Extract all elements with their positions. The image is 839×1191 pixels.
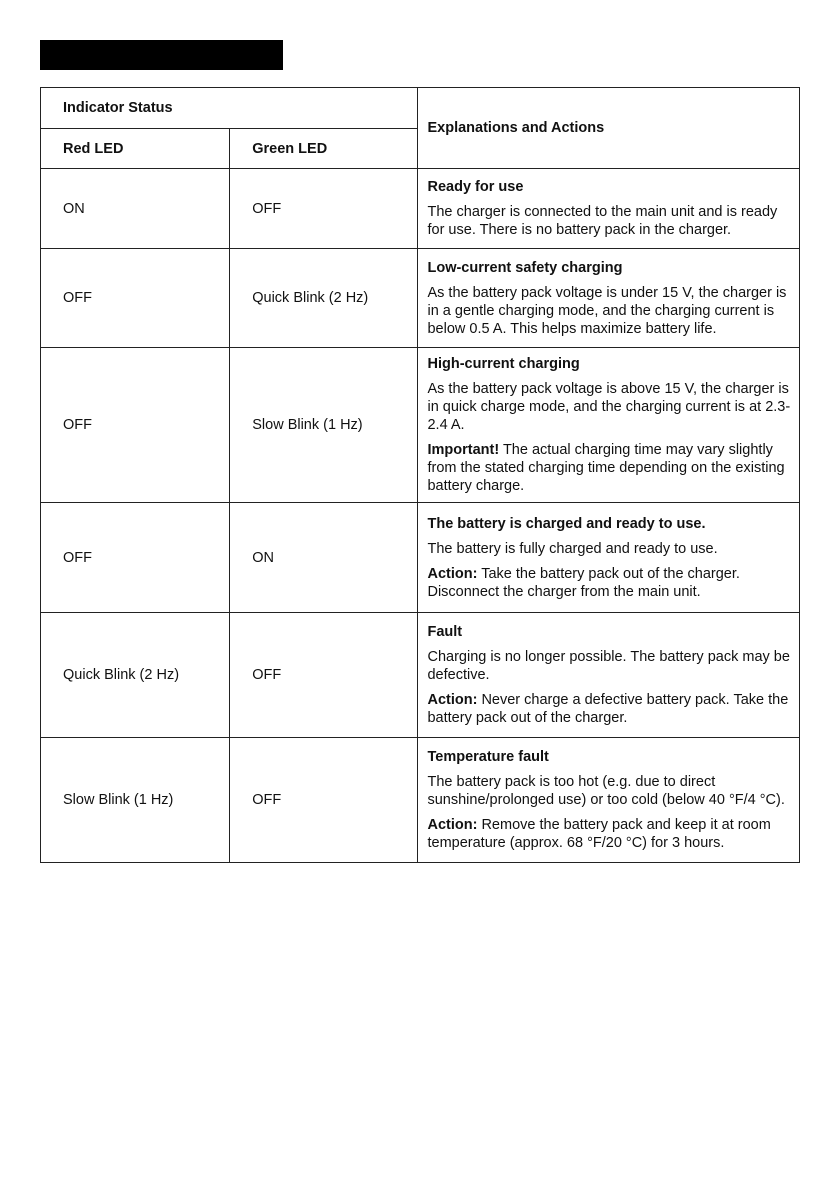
red-led-state: ON [41,169,230,249]
action-text: Never charge a defective battery pack. Take the battery pack out of the charger. [427,692,789,726]
red-led-state: OFF [41,249,230,348]
explanation-cell [418,738,800,863]
red-led-header: Red LED [41,129,230,169]
explanation-cell [418,249,800,348]
red-led-state: OFF [41,503,230,613]
explanation-text: The battery pack is too hot (e.g. due to direct sunshine/prolonged use) or too cold (below 40 °F/4 °C). [427,774,785,808]
explanation-title: Ready for use [427,179,524,195]
explanation-text: As the battery pack voltage is under 15 V, the charger is in a gentle charging mode, and the charging current is below 0.5 A. This helps maximize battery life. [427,284,787,337]
explanation-text: The battery is fully charged and ready to use. [427,540,718,557]
table-row [41,249,800,348]
explanation-note [427,441,793,495]
explanations-header: Explanations and Actions [418,88,800,169]
green-led-state: OFF [230,738,418,863]
explanation-action [427,565,793,601]
green-led-state: Slow Blink (1 Hz) [230,348,418,503]
indicator-status-header: Indicator Status [41,88,418,129]
explanation-action [427,816,793,852]
explanation-cell [418,348,800,503]
table-row [41,738,800,863]
section-header-bar [40,40,283,70]
explanation-title: Fault [427,624,463,640]
explanation-cell [418,613,800,738]
red-led-state: Slow Blink (1 Hz) [41,738,230,863]
table-row [41,348,800,503]
explanation-text: As the battery pack voltage is above 15 V, the charger is in quick charge mode, and the charging current is at 2.3-2.4 A. [427,381,791,433]
green-led-state: OFF [230,613,418,738]
indicator-status-table [40,87,800,863]
explanation-action [427,691,793,727]
note-text: The actual charging time may vary slightly from the stated charging time depending on the existing battery charge. [427,442,785,494]
explanation-title: Low-current safety charging [427,259,623,276]
action-text: Remove the battery pack and keep it at room temperature (approx. 68 °F/20 °C) for 3 hours. [427,817,771,851]
explanation-title: Temperature fault [427,749,549,765]
important-label: Important! [427,442,500,458]
action-label: Action: [427,692,478,708]
action-text: Take the battery pack out of the charger. Disconnect the charger from the main unit. [427,565,740,600]
table-row [41,169,800,249]
explanation-text: Charging is no longer possible. The battery pack may be defective. [427,649,790,683]
explanation-text: The charger is connected to the main unit and is ready for use. There is no battery pack in the charger. [427,204,778,238]
red-led-state: OFF [41,348,230,503]
action-label: Action: [427,817,478,833]
green-led-state: OFF [230,169,418,249]
action-label: Action: [427,565,478,582]
explanation-cell [418,503,800,613]
table-row [41,613,800,738]
explanation-title: High-current charging [427,356,580,372]
green-led-state: ON [230,503,418,613]
explanation-title: The battery is charged and ready to use. [427,515,706,532]
green-led-state: Quick Blink (2 Hz) [230,249,418,348]
table-row [41,503,800,613]
explanation-cell [418,169,800,249]
red-led-state: Quick Blink (2 Hz) [41,613,230,738]
green-led-header: Green LED [230,129,418,169]
